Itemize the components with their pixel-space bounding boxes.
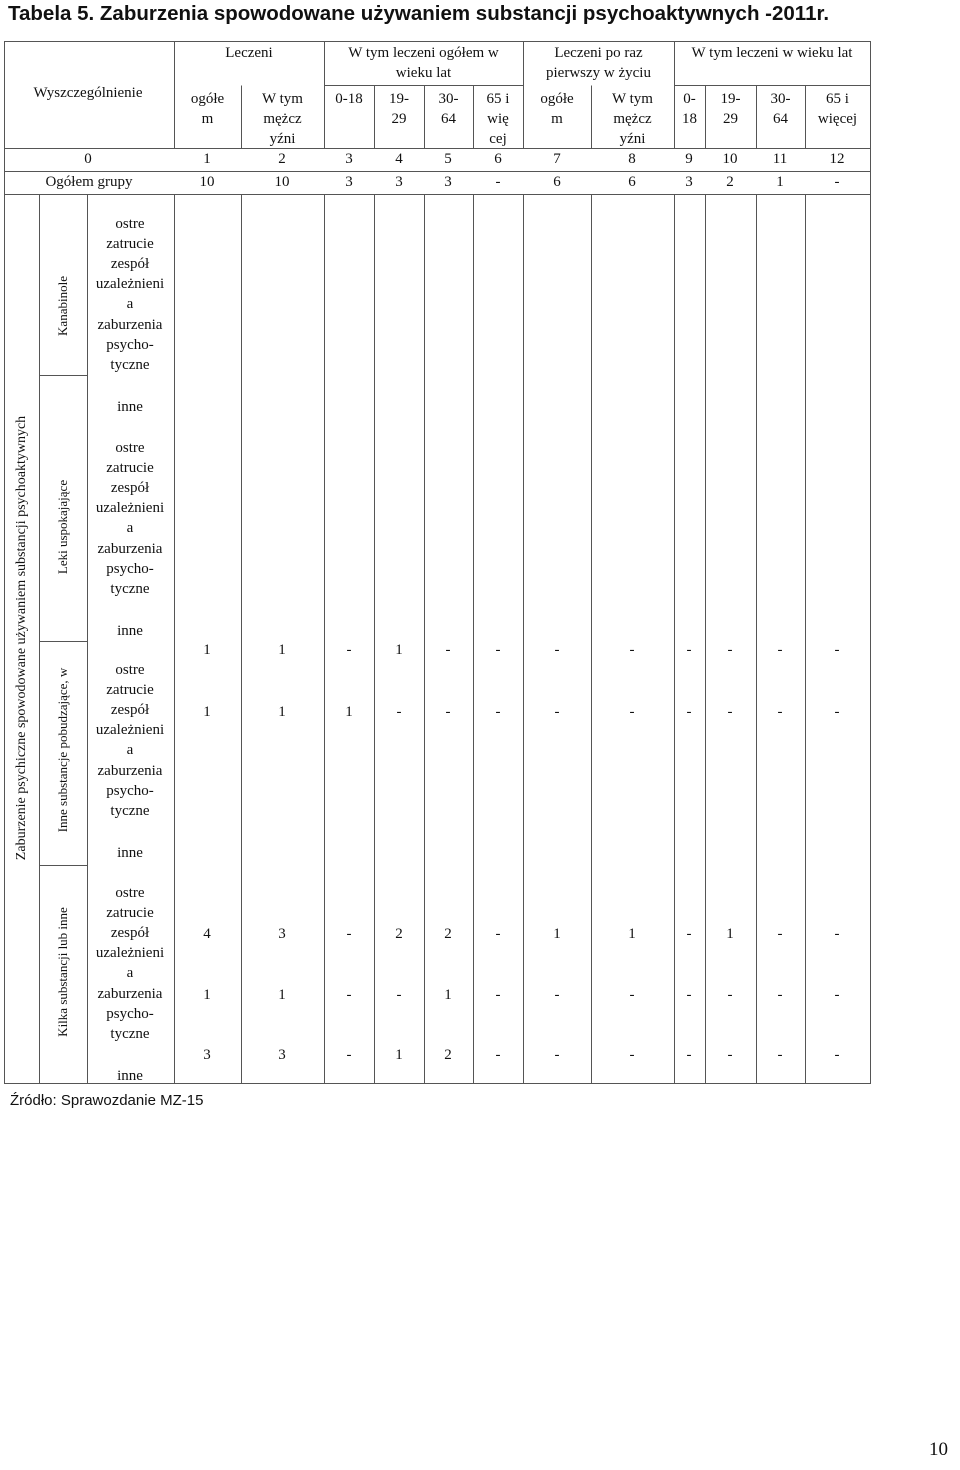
data-cell: 3 <box>278 1047 286 1063</box>
ogolem-grupy-cell: 6 <box>628 174 636 190</box>
data-cell: - <box>727 704 733 720</box>
data-cell: 1 <box>553 926 561 942</box>
subheader-mezczyzni-2: W tym mężcz yźni <box>612 91 653 147</box>
data-cell: - <box>834 642 840 658</box>
data-cell: 1 <box>203 987 211 1003</box>
row-label-zaburzenia: tyczne <box>110 580 150 597</box>
ogolem-grupy-label: Ogółem grupy <box>45 174 133 190</box>
row-label-zespol: uzależnieni <box>95 945 165 962</box>
data-cell: 1 <box>395 1047 403 1063</box>
row-label-zaburzenia: psycho- <box>106 782 154 799</box>
row-label-zespol: uzależnieni <box>95 722 165 739</box>
data-cell: - <box>834 704 840 720</box>
column-number: 8 <box>628 151 636 167</box>
column-number: 5 <box>444 151 452 167</box>
row-label-zaburzenia: a <box>126 296 134 313</box>
row-label-zaburzenia: a <box>126 965 134 982</box>
column-number: 1 <box>203 151 211 167</box>
subgroup-leki-uspokajajace: Leki uspokajające <box>55 479 70 575</box>
data-cell: - <box>396 987 402 1003</box>
ogolem-grupy-cell: - <box>495 174 501 190</box>
row-label-zespol: uzależnieni <box>95 500 165 517</box>
data-cell: - <box>686 1047 692 1063</box>
column-number: 10 <box>722 151 738 167</box>
row-label-inne: inne <box>117 399 143 415</box>
data-cell: - <box>686 704 692 720</box>
data-cell: - <box>346 642 352 658</box>
subheader-30-64: 30- 64 <box>438 91 459 127</box>
row-label-zespol: zespół <box>110 480 150 497</box>
row-label-ostre: zatrucie <box>106 682 154 699</box>
data-cell: - <box>777 704 783 720</box>
column-number: 11 <box>772 151 788 167</box>
row-label-zaburzenia: zaburzenia <box>97 762 163 779</box>
row-label-zespol: zespół <box>110 256 150 273</box>
column-number: 12 <box>829 151 845 167</box>
data-cell: - <box>554 704 560 720</box>
subgroup-kilka-substancji: Kilka substancji lub inne <box>55 907 70 1037</box>
row-label-ostre: zatrucie <box>106 905 154 922</box>
row-label-zespol: zespół <box>110 702 150 719</box>
data-cell: - <box>727 642 733 658</box>
column-number: 2 <box>278 151 286 167</box>
data-cell: - <box>495 642 501 658</box>
subheader-mezczyzni-1: W tym mężcz yźni <box>262 91 303 147</box>
data-cell: 1 <box>203 642 211 658</box>
data-cell: 1 <box>726 926 734 942</box>
header-w-tym-wiek: W tym leczeni w wieku lat <box>691 45 853 61</box>
row-label-zaburzenia: tyczne <box>110 802 150 819</box>
source-note: Źródło: Sprawozdanie MZ-15 <box>10 1092 204 1109</box>
column-number: 9 <box>685 151 693 167</box>
row-label-zaburzenia: a <box>126 520 134 537</box>
subheader-b-30-64: 30- 64 <box>770 91 791 127</box>
row-label-zaburzenia: zaburzenia <box>97 540 163 557</box>
subgroup-kanabinole: Kanabinole <box>55 276 70 336</box>
ogolem-grupy-cell: 3 <box>395 174 403 190</box>
data-cell: - <box>834 926 840 942</box>
ogolem-grupy-cell: 3 <box>345 174 353 190</box>
row-label-ostre: zatrucie <box>106 460 154 477</box>
ogolem-grupy-cell: 6 <box>553 174 561 190</box>
page-number: 10 <box>929 1439 948 1460</box>
data-cell: - <box>629 642 635 658</box>
data-cell: - <box>727 987 733 1003</box>
data-cell: 1 <box>278 987 286 1003</box>
data-cell: - <box>554 1047 560 1063</box>
data-cell: 1 <box>278 642 286 658</box>
subheader-ogolem-1: ogółe m <box>190 91 225 127</box>
row-label-ostre: ostre <box>115 662 145 678</box>
row-label-inne: inne <box>117 623 143 639</box>
data-cell: - <box>686 987 692 1003</box>
row-label-zespol: uzależnieni <box>95 276 165 293</box>
ogolem-grupy-cell: 3 <box>685 174 693 190</box>
group-outer-label: Zaburzenie psychiczne spowodowane używaniem substancji psychoaktywnych <box>14 415 29 861</box>
row-label-zaburzenia: psycho- <box>106 1005 154 1022</box>
header-w-tym-ogolem: W tym leczeni ogółem w wieku lat <box>348 45 499 81</box>
row-label-zespol: zespół <box>110 925 150 942</box>
row-label-zaburzenia: psycho- <box>106 560 154 577</box>
row-label-zaburzenia: a <box>126 742 134 759</box>
data-cell: - <box>777 1047 783 1063</box>
row-label-inne: inne <box>117 1068 143 1084</box>
data-cell: 4 <box>203 926 211 942</box>
data-cell: - <box>495 704 501 720</box>
row-label-ostre: ostre <box>115 885 145 901</box>
ogolem-grupy-cell: 10 <box>199 174 215 190</box>
header-leczeni-po-raz: Leczeni po raz pierwszy w życiu <box>546 45 651 81</box>
data-cell: - <box>629 987 635 1003</box>
column-number: 7 <box>553 151 561 167</box>
data-cell: - <box>495 926 501 942</box>
data-cell: - <box>445 704 451 720</box>
data-cell: 2 <box>395 926 403 942</box>
data-cell: - <box>834 1047 840 1063</box>
ogolem-grupy-cell: - <box>834 174 840 190</box>
column-number: 0 <box>84 151 92 167</box>
data-cell: 2 <box>444 926 452 942</box>
column-number: 3 <box>345 151 353 167</box>
ogolem-grupy-cell: 1 <box>776 174 784 190</box>
data-cell: - <box>495 987 501 1003</box>
row-label-zaburzenia: zaburzenia <box>97 316 163 333</box>
data-cell: - <box>346 987 352 1003</box>
data-cell: - <box>629 1047 635 1063</box>
ogolem-grupy-cell: 2 <box>726 174 734 190</box>
data-cell: 3 <box>203 1047 211 1063</box>
data-cell: 3 <box>278 926 286 942</box>
data-cell: - <box>495 1047 501 1063</box>
subheader-0-18: 0-18 <box>335 91 363 107</box>
subheader-b-0-18: 0- 18 <box>682 91 697 127</box>
row-label-ostre: ostre <box>115 440 145 456</box>
row-label-zaburzenia: zaburzenia <box>97 985 163 1002</box>
data-cell: 2 <box>444 1047 452 1063</box>
column-number: 4 <box>395 151 403 167</box>
data-cell: - <box>727 1047 733 1063</box>
subgroup-inne-pobudzajace: Inne substancje pobudzające, w <box>55 667 70 833</box>
data-cell: - <box>777 926 783 942</box>
row-label-ostre: zatrucie <box>106 236 154 253</box>
header-leczeni: Leczeni <box>225 45 273 61</box>
data-cell: - <box>629 704 635 720</box>
subheader-b-65-plus: 65 i więcej <box>817 91 858 127</box>
data-cell: - <box>834 987 840 1003</box>
data-cell: - <box>346 1047 352 1063</box>
data-cell: 1 <box>203 704 211 720</box>
data-cell: 1 <box>278 704 286 720</box>
subheader-ogolem-2: ogółe m <box>540 91 574 127</box>
table-title: Tabela 5. Zaburzenia spowodowane używaniem substancji psychoaktywnych -2011r. <box>8 2 830 25</box>
ogolem-grupy-cell: 10 <box>274 174 290 190</box>
row-label-ostre: ostre <box>115 216 145 232</box>
data-cell: - <box>554 987 560 1003</box>
data-cell: 1 <box>395 642 403 658</box>
header-wyszczegolnienie: Wyszczególnienie <box>33 85 143 101</box>
ogolem-grupy-cell: 3 <box>444 174 452 190</box>
data-cell: - <box>554 642 560 658</box>
subheader-19-29: 19- 29 <box>389 91 409 127</box>
column-number: 6 <box>494 151 502 167</box>
row-label-zaburzenia: psycho- <box>106 336 154 353</box>
row-label-inne: inne <box>117 845 143 861</box>
data-cell: - <box>346 926 352 942</box>
data-cell: 1 <box>628 926 636 942</box>
data-cell: - <box>686 642 692 658</box>
data-cell: - <box>777 987 783 1003</box>
data-cell: - <box>777 642 783 658</box>
row-label-zaburzenia: tyczne <box>110 356 150 373</box>
row-label-zaburzenia: tyczne <box>110 1025 150 1042</box>
data-cell: - <box>396 704 402 720</box>
subheader-65-plus: 65 i wię cej <box>486 91 510 147</box>
data-cell: - <box>445 642 451 658</box>
subheader-b-19-29: 19- 29 <box>720 91 741 127</box>
data-cell: - <box>686 926 692 942</box>
data-cell: 1 <box>444 987 452 1003</box>
data-cell: 1 <box>345 704 353 720</box>
